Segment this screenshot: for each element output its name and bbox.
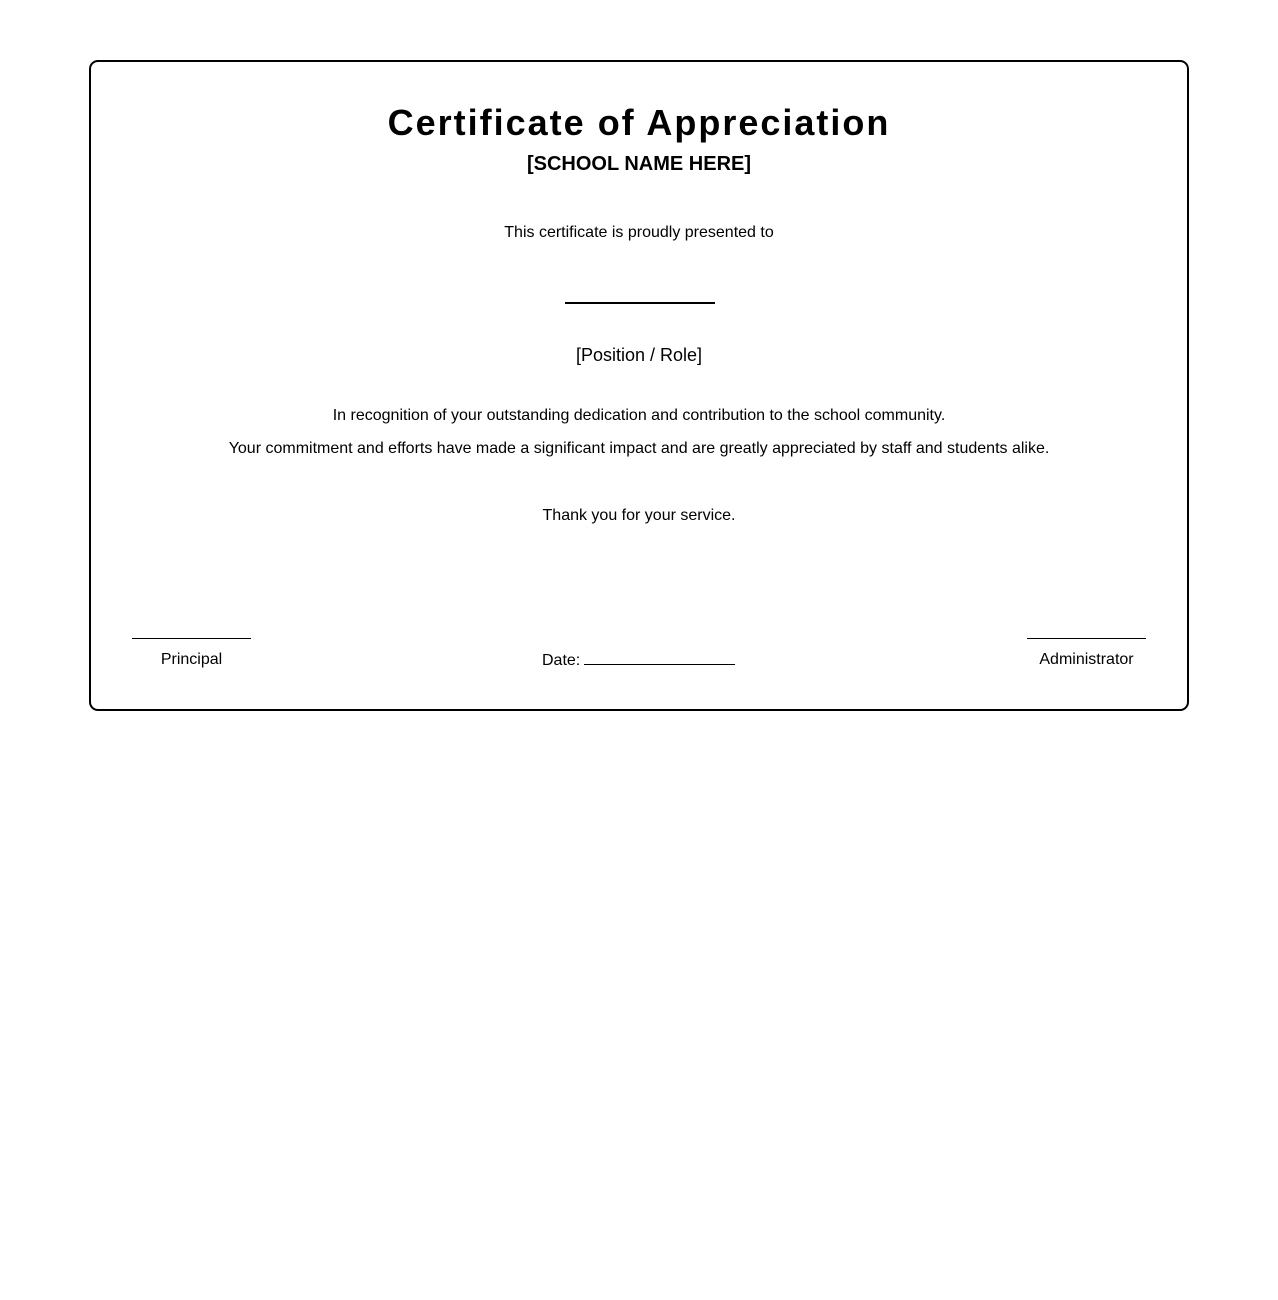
position-role: [Position / Role]	[575, 345, 703, 365]
recognition-text: In recognition of your outstanding dedication and contribution to the school community.	[332, 407, 946, 424]
administrator-signature-line	[1027, 638, 1146, 639]
principal-signature-line	[132, 638, 251, 639]
date-blank-line	[584, 650, 735, 665]
thank-you-text: Thank you for your service.	[542, 507, 736, 524]
date-field	[542, 650, 735, 671]
school-name: [SCHOOL NAME HERE]	[526, 153, 752, 175]
recipient-name-line	[565, 302, 715, 304]
commitment-text: Your commitment and efforts have made a significant impact and are greatly appreciated by staff and students alike.	[228, 440, 1050, 457]
date-label: Date:	[542, 652, 581, 669]
certificate-title: Certificate of Appreciation	[387, 102, 891, 143]
principal-label: Principal	[160, 651, 223, 668]
presented-to-text: This certificate is proudly presented to	[504, 224, 774, 241]
administrator-label: Administrator	[1039, 651, 1134, 668]
certificate-frame	[89, 60, 1189, 711]
